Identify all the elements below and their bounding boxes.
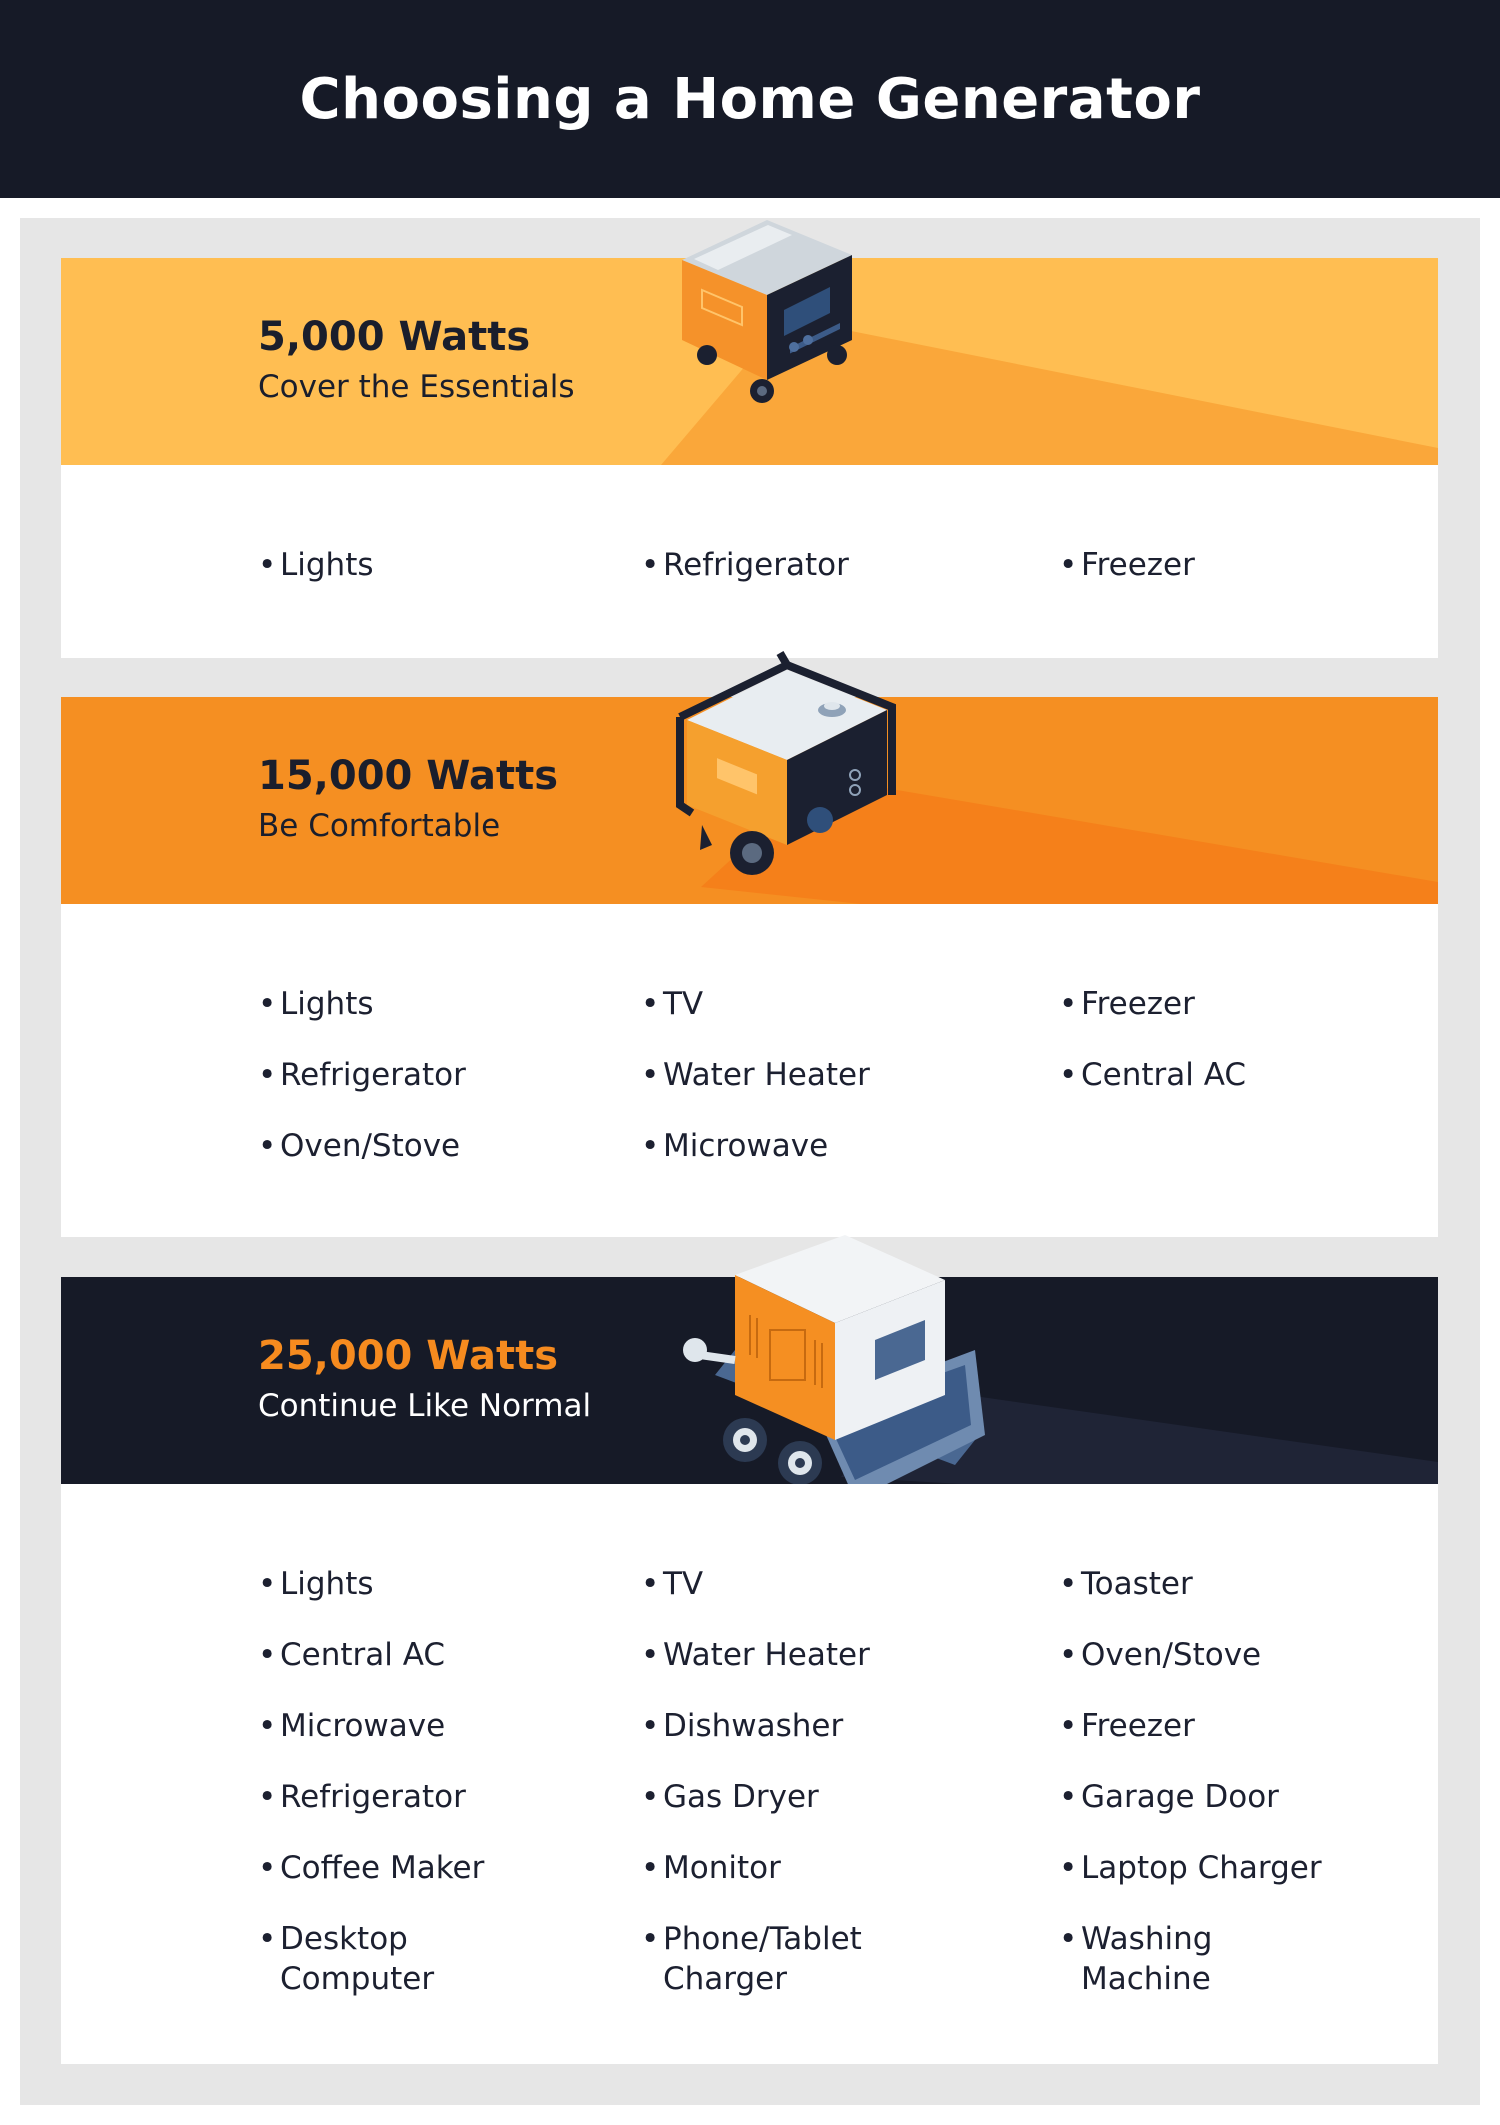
- tier-1-col-1: [258, 545, 374, 585]
- framed-portable-generator-icon: [672, 645, 902, 885]
- list-item: • Refrigerator: [641, 547, 849, 583]
- tier-2-col-1: [258, 984, 466, 1166]
- list-item: • Water Heater: [641, 1637, 870, 1673]
- list-item: • Central AC: [258, 1637, 446, 1673]
- list-item: • Microwave: [258, 1708, 446, 1744]
- list-item: • Monitor: [641, 1850, 781, 1886]
- tier-2-appliance-panel: [61, 904, 1438, 1237]
- tier-2-col-2: [641, 984, 870, 1166]
- list-item: • Freezer: [1059, 1708, 1195, 1744]
- list-item: • Lights: [258, 1566, 374, 1602]
- list-item: • Dishwasher: [641, 1708, 844, 1744]
- list-item: • Central AC: [1059, 1057, 1247, 1093]
- list-item: • Freezer: [1059, 547, 1195, 583]
- tier-3-col-2: [641, 1564, 870, 1999]
- list-item: • Lights: [258, 547, 374, 583]
- tier-2-heading: [258, 752, 558, 846]
- trailer-generator-icon: [675, 1235, 995, 1500]
- tier-2-watts: 15,000 Watts: [258, 753, 559, 799]
- tier-3-heading: [258, 1332, 591, 1426]
- tier-1-col-3: [1059, 545, 1195, 585]
- tier-3-appliance-panel: [61, 1484, 1438, 2064]
- tier-1-appliance-panel: [61, 465, 1438, 658]
- tier-1-col-2: [641, 545, 849, 585]
- list-item: • TV: [641, 1566, 704, 1602]
- tier-1-subtitle: Cover the Essentials: [258, 369, 575, 405]
- list-item: • Gas Dryer: [641, 1779, 819, 1815]
- list-item: • Garage Door: [1059, 1779, 1279, 1815]
- tier-3-col-3: [1059, 1564, 1322, 1999]
- page-header: [0, 0, 1500, 198]
- list-item: • Freezer: [1059, 986, 1195, 1022]
- list-item: • TV: [641, 986, 704, 1022]
- list-item: • Water Heater: [641, 1057, 870, 1093]
- tier-3-col-1: [258, 1564, 484, 1999]
- list-item: • Refrigerator: [258, 1779, 466, 1815]
- portable-inverter-generator-icon: [672, 215, 862, 410]
- list-item: • Lights: [258, 986, 374, 1022]
- tier-3-watts: 25,000 Watts: [258, 1333, 559, 1379]
- list-item: • Toaster: [1059, 1566, 1193, 1602]
- tier-2-col-3: [1059, 984, 1246, 1095]
- tier-1-watts: 5,000 Watts: [258, 314, 531, 360]
- list-item: • Washing Machine: [1059, 1921, 1213, 1997]
- tier-1-heading: [258, 313, 575, 407]
- list-item: • Microwave: [641, 1128, 829, 1164]
- list-item: • Oven/Stove: [1059, 1637, 1262, 1673]
- list-item: • Desktop Computer: [258, 1921, 435, 1997]
- list-item: • Refrigerator: [258, 1057, 466, 1093]
- list-item: • Phone/Tablet Charger: [641, 1921, 862, 1997]
- list-item: • Coffee Maker: [258, 1850, 485, 1886]
- tier-3-subtitle: Continue Like Normal: [258, 1388, 592, 1424]
- tier-2-subtitle: Be Comfortable: [258, 808, 501, 844]
- page-title: Choosing a Home Generator: [299, 66, 1201, 132]
- list-item: • Laptop Charger: [1059, 1850, 1322, 1886]
- list-item: • Oven/Stove: [258, 1128, 461, 1164]
